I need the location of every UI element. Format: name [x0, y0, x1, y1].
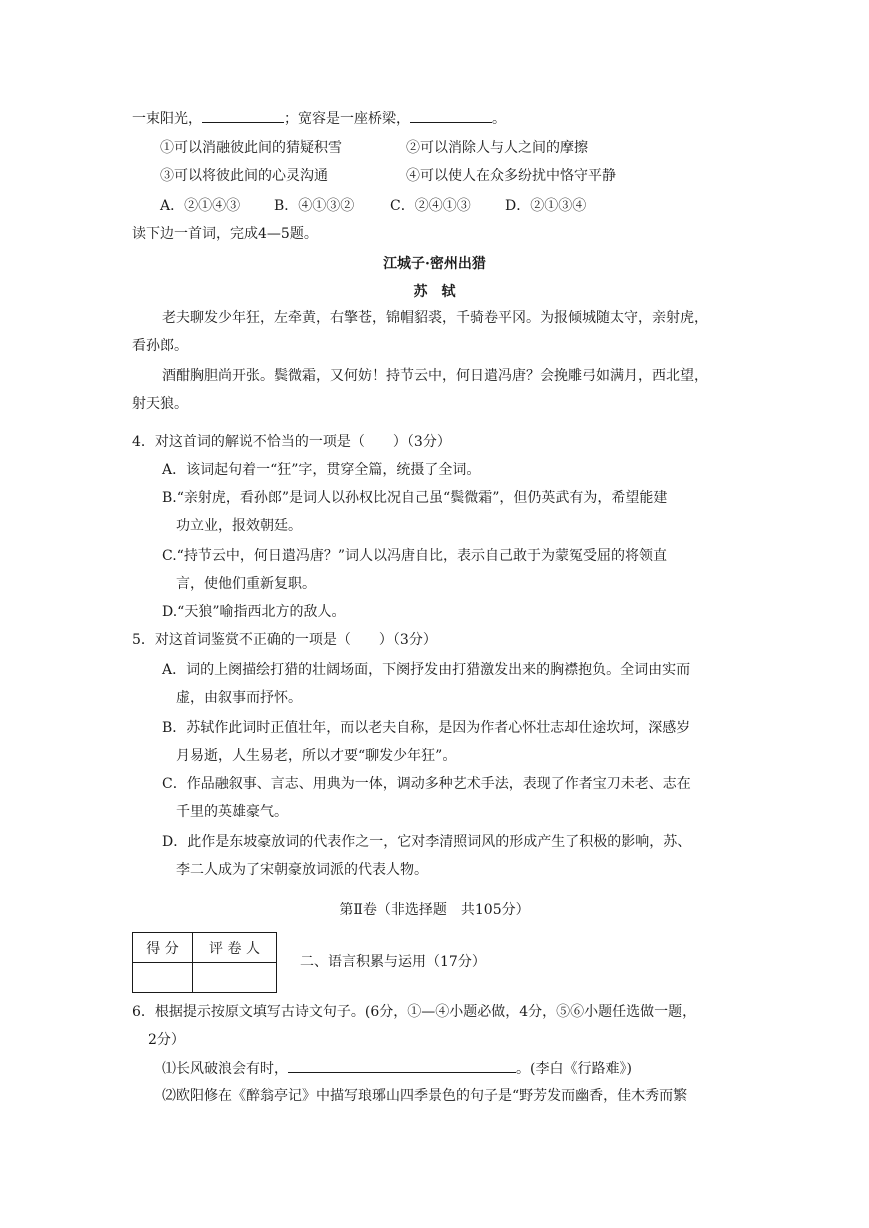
q3-choice-c: C．②④①③: [390, 198, 471, 214]
q3-stem: 一束阳光， ；宽容是一座桥梁， 。: [132, 108, 506, 129]
q4-stem: 4．对这首词的解说不恰当的一项是（ ）（3分）: [132, 434, 451, 450]
q4-option-b-line2: 功立业，报效朝廷。: [176, 518, 302, 534]
grader-label: 评 卷 人: [193, 933, 277, 963]
answer-blank: [202, 108, 284, 123]
q5-option-a-line1: A．词的上阕描绘打猎的壮阔场面，下阕抒发由打猎激发出来的胸襟抱负。全词由实而: [162, 662, 691, 678]
q3-choice-d: D．②①③④: [505, 198, 587, 214]
q6-item-1: ⑴长风破浪会有时， 。(李白《行路难》): [162, 1058, 632, 1079]
poem-para2-line2: 射天狼。: [132, 396, 188, 412]
q3-option-1: ①可以消融彼此间的猜疑积雪: [160, 140, 342, 156]
poem-para2-line1: 酒酣胸胆尚开张。鬓微霜，又何妨！持节云中，何日遣冯唐？会挽雕弓如满月，西北望，: [162, 368, 708, 384]
q3-option-2: ②可以消除人与人之间的摩擦: [406, 140, 588, 156]
q3-option-3: ③可以将彼此间的心灵沟通: [160, 168, 328, 184]
section-title: 二、语言积累与运用（17分）: [300, 954, 486, 970]
q5-stem: 5．对这首词鉴赏不正确的一项是（ ）（3分）: [132, 632, 437, 648]
q3-choice-a: A．②①④③: [160, 198, 241, 214]
score-cell: [133, 963, 193, 993]
q4-option-b-line1: B.“亲射虎，看孙郎”是词人以孙权比况自己虽“鬓微霜”，但仍英武有为，希望能建: [162, 490, 668, 506]
answer-blank: [410, 108, 492, 123]
q5-option-c-line1: C．作品融叙事、言志、用典为一体，调动多种艺术手法，表现了作者宝刀未老、志在: [162, 776, 691, 792]
poem-intro: 读下边一首词，完成4—5题。: [132, 226, 318, 242]
q6-item-2: ⑵欧阳修在《醉翁亭记》中描写琅琊山四季景色的句子是“野芳发而幽香，佳木秀而繁: [162, 1088, 688, 1104]
q4-option-a: A．该词起句着一“狂”字，贯穿全篇，统摄了全词。: [162, 462, 481, 478]
grader-cell: [193, 963, 277, 993]
q5-option-d-line1: D．此作是东坡豪放词的代表作之一，它对李清照词风的形成产生了积极的影响，苏、: [162, 834, 692, 850]
q5-option-a-line2: 虚，由叙事而抒怀。: [176, 690, 302, 706]
poem-para1-line2: 看孙郎。: [132, 338, 188, 354]
score-label: 得 分: [133, 933, 193, 963]
q4-option-c-line2: 言，使他们重新复职。: [176, 576, 316, 592]
q4-option-c-line1: C.“持节云中，何日遣冯唐？”词人以冯唐自比，表示自己敢于为蒙冤受屈的将领直: [162, 548, 667, 564]
q3-choice-b: B．④①③②: [274, 198, 355, 214]
q5-option-c-line2: 千里的英雄豪气。: [176, 804, 288, 820]
poem-title: 江城子·密州出猎: [383, 256, 486, 272]
q5-option-b-line2: 月易逝，人生易老，所以才要“聊发少年狂”。: [176, 748, 457, 764]
score-table: [132, 932, 277, 993]
q3-option-4: ④可以使人在众多纷扰中恪守平静: [406, 168, 616, 184]
q5-option-b-line1: B．苏轼作此词时正值壮年，而以老夫自称，是因为作者心怀壮志却仕途坎坷，深感岁: [162, 720, 691, 736]
part2-title: 第Ⅱ卷（非选择题 共105分）: [339, 902, 530, 918]
poem-para1-line1: 老夫聊发少年狂，左牵黄，右擎苍，锦帽貂裘，千骑卷平冈。为报倾城随太守，亲射虎，: [162, 310, 708, 326]
q4-option-d: D.“天狼”喻指西北方的敌人。: [162, 604, 346, 620]
answer-blank: [288, 1058, 516, 1073]
poem-author: 苏 轼: [413, 284, 456, 300]
q6-stem-line2: 2分）: [148, 1032, 185, 1048]
q6-stem-line1: 6．根据提示按原文填写古诗文句子。(6分，①—④小题必做，4分，⑤⑥小题任选做一题，: [132, 1004, 697, 1020]
q5-option-d-line2: 李二人成为了宋朝豪放词派的代表人物。: [176, 862, 428, 878]
